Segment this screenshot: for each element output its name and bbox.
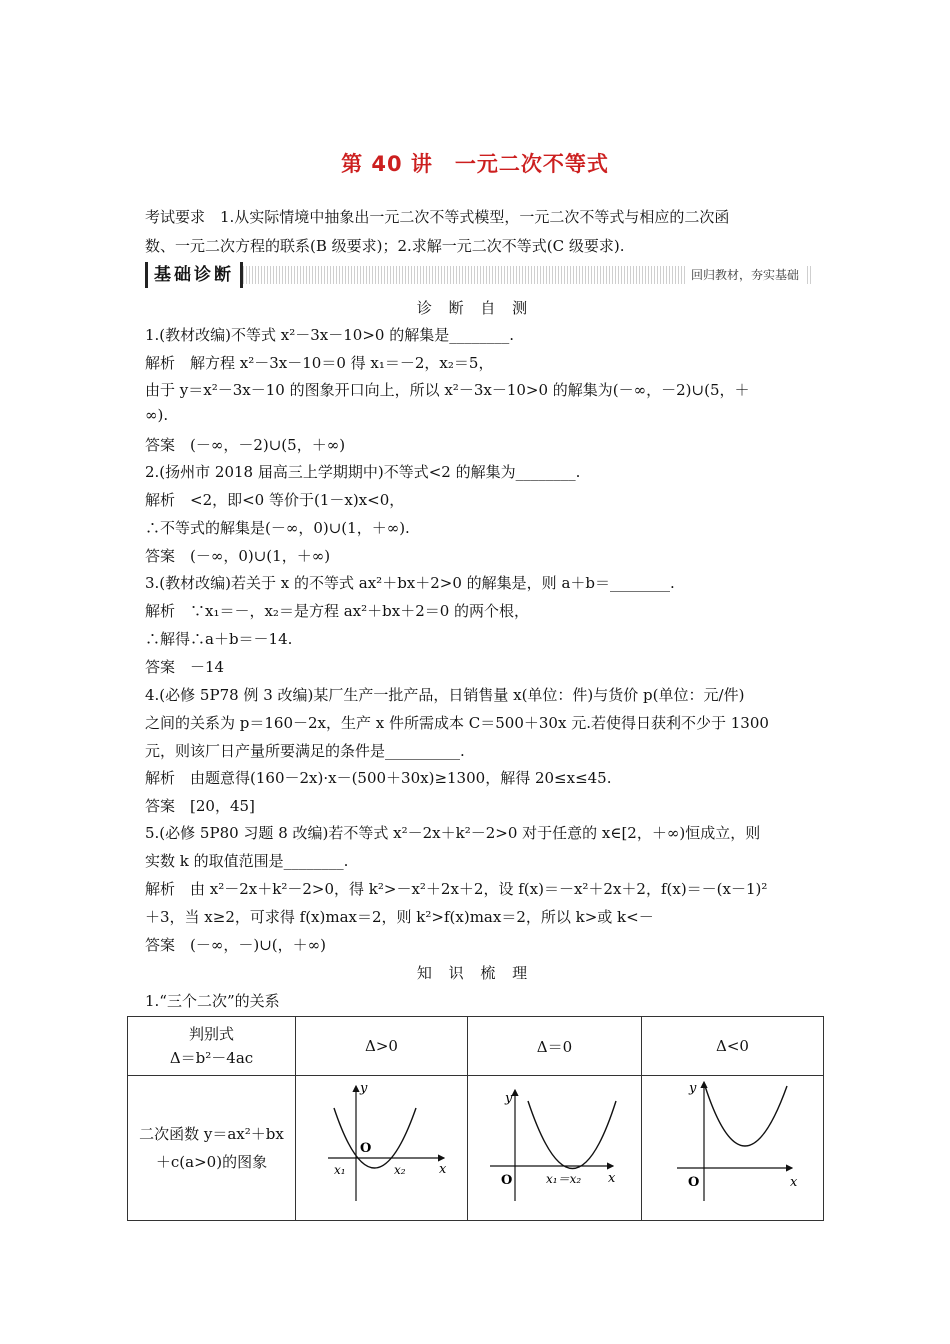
answer-line: 答案 [20，45] bbox=[145, 797, 255, 815]
graph-no-root bbox=[642, 1076, 823, 1216]
text-line: 解析 由题意得(160－2x)·x－(500＋30x)≥1300，解得 20≤x≤45. bbox=[145, 769, 612, 787]
text-line: 实数 k 的取值范围是________. bbox=[145, 852, 349, 870]
text-line: ∞). bbox=[145, 406, 169, 424]
header-discriminant bbox=[128, 1017, 296, 1076]
text-line: 解析 ∵x₁＝－，x₂＝是方程 ax²＋bx＋2＝0 的两个根， bbox=[145, 602, 530, 620]
answer-line: 答案 －14 bbox=[145, 658, 225, 676]
x-label: x bbox=[608, 1171, 616, 1186]
row-label-line-1: 二次函数 y＝ax²＋bx bbox=[139, 1125, 284, 1143]
answer-line: 答案 (－∞，－)∪(，＋∞) bbox=[145, 936, 326, 954]
header-discriminant-label: 判别式 bbox=[188, 1025, 234, 1043]
parabola bbox=[705, 1086, 787, 1146]
parabola bbox=[334, 1108, 416, 1168]
row-label-line-2: ＋c(a>0)的图象 bbox=[155, 1153, 268, 1171]
requirement-line-2: 数、一元二次方程的联系(B 级要求)；2.求解一元二次不等式(C 级要求). bbox=[145, 237, 625, 255]
text-line: 3.(教材改编)若关于 x 的不等式 ax²＋bx＋2>0 的解集是，则 a＋b＝________. bbox=[145, 574, 675, 592]
section-title-knowledge: 知 识 梳 理 bbox=[416, 964, 534, 982]
graph-one-root-cell bbox=[468, 1076, 642, 1221]
parabola bbox=[528, 1101, 616, 1169]
graph-no-root-cell bbox=[642, 1076, 824, 1221]
text-line: 解析 解方程 x²－3x－10＝0 得 x₁＝－2，x₂＝5， bbox=[145, 354, 494, 372]
table-header-row bbox=[128, 1017, 824, 1076]
text-line: ＋3，当 x≥2，可求得 f(x)max＝2，则 k²>f(x)max＝2，所以 k>或 k<－ bbox=[145, 908, 654, 926]
x-label: x bbox=[439, 1162, 447, 1177]
text-line: 解析 由 x²－2x＋k²－2>0，得 k²>－x²＋2x＋2，设 f(x)＝－x²＋2x＋2，f(x)＝－(x－1)² bbox=[145, 880, 768, 898]
text-line: ∴不等式的解集是(－∞，0)∪(1，＋∞). bbox=[145, 519, 410, 537]
graph-two-roots bbox=[296, 1076, 467, 1216]
text-line: 之间的关系为 p＝160－2x，生产 x 件所需成本 C＝500＋30x 元.若使得日获利不少于 1300 bbox=[145, 714, 769, 732]
exam-requirement bbox=[145, 203, 810, 261]
three-quadratics-table bbox=[127, 1016, 824, 1221]
answer-line: 答案 (－∞，0)∪(1，＋∞) bbox=[145, 547, 331, 565]
graph-two-roots-cell bbox=[296, 1076, 468, 1221]
text-line: 4.(必修 5P78 例 3 改编)某厂生产一批产品，日销售量 x(单位：件)与货价 p(单位：元/件) bbox=[145, 686, 745, 704]
text-line: 1.(教材改编)不等式 x²－3x－10>0 的解集是________. bbox=[145, 326, 514, 344]
section-title-diagnosis: 诊 断 自 测 bbox=[416, 299, 534, 317]
y-label: y bbox=[505, 1091, 513, 1106]
y-label: y bbox=[689, 1081, 697, 1096]
origin-label: O bbox=[501, 1173, 513, 1188]
root-1-label: x₁ bbox=[334, 1163, 346, 1177]
section-banner bbox=[145, 262, 813, 288]
answer-line: 答案 (－∞，－2)∪(5，＋∞) bbox=[145, 436, 346, 454]
text-line: 元，则该厂日产量所要满足的条件是__________. bbox=[145, 742, 465, 760]
y-label: y bbox=[360, 1081, 368, 1096]
origin-label: O bbox=[360, 1141, 372, 1156]
header-discriminant-formula: Δ＝b²－4ac bbox=[169, 1049, 254, 1067]
text-line: 2.(扬州市 2018 届高三上学期期中)不等式<2 的解集为________. bbox=[145, 463, 581, 481]
header-positive: Δ>0 bbox=[296, 1017, 468, 1076]
x-label: x bbox=[790, 1175, 798, 1190]
text-line: 5.(必修 5P80 习题 8 改编)若不等式 x²－2x＋k²－2>0 对于任意的 x∈[2，＋∞)恒成立，则 bbox=[145, 824, 761, 842]
graph-one-root bbox=[468, 1076, 641, 1216]
text-line: 由于 y＝x²－3x－10 的图象开口向上，所以 x²－3x－10>0 的解集为(－∞，－2)∪(5，＋ bbox=[145, 381, 750, 399]
requirement-line-1: 考试要求 1.从实际情境中抽象出一元二次不等式模型，一元二次不等式与相应的二次函 bbox=[145, 208, 730, 226]
subheading: 1.“三个二次”的关系 bbox=[145, 992, 280, 1010]
header-zero: Δ＝0 bbox=[468, 1017, 642, 1076]
root-2-label: x₂ bbox=[394, 1163, 406, 1177]
text-line: ∴解得∴a＋b＝－14. bbox=[145, 630, 293, 648]
page-title: 第 40 讲 一元二次不等式 bbox=[341, 152, 609, 176]
header-negative: Δ<0 bbox=[642, 1017, 824, 1076]
banner-tagline: 回归教材，夯实基础 bbox=[685, 266, 805, 284]
text-line: 解析 <2，即<0 等价于(1－x)x<0， bbox=[145, 491, 405, 509]
banner-label: 基础诊断 bbox=[145, 262, 243, 288]
double-root-label: x₁＝x₂ bbox=[546, 1172, 582, 1186]
origin-label: O bbox=[688, 1175, 700, 1190]
table-row-graph bbox=[128, 1076, 824, 1221]
row-label-graph bbox=[128, 1076, 296, 1221]
